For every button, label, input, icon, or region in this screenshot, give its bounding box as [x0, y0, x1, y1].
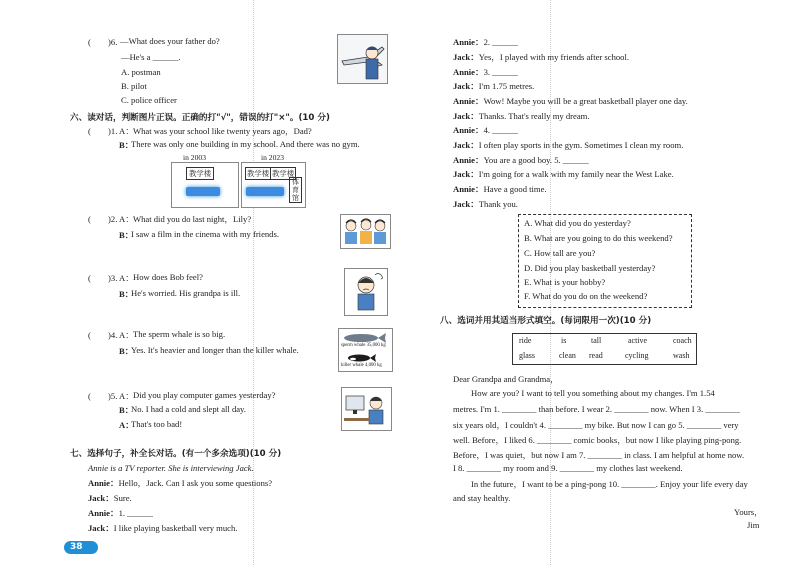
- word: cycling: [625, 351, 649, 360]
- word: ride: [519, 336, 532, 345]
- letter-closing: Yours，: [734, 507, 763, 517]
- s6-q4-a: The sperm whale is so big.: [133, 329, 226, 339]
- q6-option-b: B. pilot: [121, 81, 147, 91]
- letter-line: Before，I was quiet，but now I am 7. ________ in class. I am helpful at home now.: [453, 450, 745, 460]
- letter-line: six years old，I couldn't 4. ________ my bike. But now I can go 5. ________ very: [453, 420, 739, 430]
- option-a: A. What did you do yesterday?: [524, 218, 631, 228]
- letter-greeting: Dear Grandpa and Grandma，: [453, 374, 559, 384]
- friends-picture: [340, 214, 391, 249]
- s6-q4-b-label: B：: [119, 346, 134, 356]
- dialogue-line: Annie：Hello，Jack. Can I ask you some questions?: [88, 478, 273, 488]
- dialogue-line: Jack：I often play sports in the gym. Sometimes I clean my room.: [453, 140, 684, 150]
- word: read: [589, 351, 603, 360]
- dialogue-line: Annie：4. ______: [453, 125, 518, 135]
- building-sign: 教学楼: [272, 169, 295, 178]
- s6-q3-number: ( )3. A：: [88, 273, 134, 283]
- dialogue-line: Jack：Thank you.: [453, 199, 518, 209]
- s6-q5-a2-label: A：: [119, 420, 134, 430]
- option-e: E. What is your hobby?: [524, 277, 606, 287]
- s6-q1-number: ( )1. A：: [88, 126, 134, 136]
- s6-q3-a: How does Bob feel?: [133, 272, 203, 282]
- dialogue-line: Annie：Have a good time.: [453, 184, 547, 194]
- s6-q2-a: What did you do last night，Lily?: [133, 214, 252, 224]
- dialogue-line: Annie：3. ______: [453, 67, 518, 77]
- s6-q5-number: ( )5. A：: [88, 391, 134, 401]
- gym-sign: 体育馆: [289, 177, 302, 203]
- dialogue-line: Jack：I like playing basketball very much.: [88, 523, 238, 533]
- s6-q1-b-label: B：: [119, 140, 134, 150]
- word: tall: [591, 336, 602, 345]
- dialogue-line: Jack：I'm going for a walk with my family near the West Lake.: [453, 169, 674, 179]
- dialogue-line: Jack：Sure.: [88, 493, 132, 503]
- word: wash: [673, 351, 690, 360]
- letter-line: well. Before，I liked 6. ________ comic books，but now I like playing ping-pong.: [453, 435, 742, 445]
- letter-signature: Jim: [747, 520, 760, 530]
- section-6-title: 六、读对话，判断图片正误。正确的打"√"，错误的打"×"。(10 分): [70, 113, 330, 123]
- s6-q4-number: ( )4. A：: [88, 330, 134, 340]
- dialogue-line: Annie：1. ______: [88, 508, 153, 518]
- q6-option-c: C. police officer: [121, 95, 177, 105]
- section-7-intro: Annie is a TV reporter. She is interviewing Jack.: [88, 463, 254, 473]
- q6-question: —What does your father do?: [120, 36, 220, 46]
- school-2023-picture: [241, 162, 306, 208]
- building-sign: 教学楼: [186, 167, 214, 180]
- option-d: D. Did you play basketball yesterday?: [524, 263, 656, 273]
- dialogue-line: Jack：Yes，I played with my friends after school.: [453, 52, 630, 62]
- school-building: [246, 187, 284, 196]
- word: clean: [559, 351, 576, 360]
- s6-q5-b-label: B：: [119, 405, 134, 415]
- dialogue-line: Jack：Thanks. That's really my dream.: [453, 111, 590, 121]
- option-f: F. What do you do on the weekend?: [524, 291, 648, 301]
- s6-q1-b: There was only one building in my school. And there was no gym.: [131, 139, 360, 149]
- building-sign: 教学楼: [247, 169, 270, 178]
- s6-q2-b-label: B：: [119, 230, 134, 240]
- sperm-whale-label: sperm whale 35,000 kg: [341, 343, 386, 348]
- letter-line: In the future，I want to be a ping-pong 10. ________. Enjoy your life every day: [471, 479, 748, 489]
- s6-q3-b: He's worried. His grandpa is ill.: [131, 288, 241, 298]
- s6-q1-a: What was your school like twenty years ago，Dad?: [133, 126, 312, 136]
- s6-q5-a: Did you play computer games yesterday?: [133, 390, 276, 400]
- section-8-title: 八、选词并用其适当形式填空。(每词限用一次)(10 分): [440, 316, 652, 326]
- s6-q5-a2: That's too bad!: [131, 419, 183, 429]
- school-building: [186, 187, 220, 196]
- s6-q3-b-label: B：: [119, 289, 134, 299]
- word-bank: [512, 333, 697, 365]
- s6-q5-b: No. I had a cold and slept all day.: [131, 404, 246, 414]
- q6-number: ( )6.: [88, 37, 118, 47]
- word: glass: [519, 351, 535, 360]
- letter-line: How are you? I want to tell you something about my changes. I'm 1.54: [471, 388, 715, 398]
- worried-boy-picture: [344, 268, 388, 316]
- dialogue-line: Jack：I'm 1.75 metres.: [453, 81, 535, 91]
- dialogue-line: Annie：Wow! Maybe you will be a great basketball player one day.: [453, 96, 688, 106]
- letter-line: I 8. ________ my room and 9. ________ my clothes last weekend.: [453, 463, 683, 473]
- letter-line: and stay healthy.: [453, 493, 511, 503]
- option-c: C. How tall are you?: [524, 248, 596, 258]
- school-2003-picture: [171, 162, 239, 208]
- word: is: [561, 336, 567, 345]
- s6-q4-b: Yes. It's heavier and longer than the killer whale.: [131, 345, 299, 355]
- whales-picture: [338, 328, 393, 372]
- s6-q2-number: ( )2. A：: [88, 214, 134, 224]
- letter-line: metres. I'm 1. ________ than before. I wear 2. ________ now. When I 3. ________: [453, 404, 740, 414]
- q6-blank-line: —He's a ______.: [121, 52, 181, 62]
- q6-option-a: A. postman: [121, 67, 161, 77]
- killer-whale-label: killer whale 4,000 kg: [341, 363, 382, 368]
- section-7-title: 七、选择句子，补全长对话。(有一个多余选项)(10 分): [70, 449, 282, 459]
- dialogue-line: Annie：You are a good boy. 5. ______: [453, 155, 589, 165]
- dialogue-line: Annie：2. ______: [453, 37, 518, 47]
- year-2023-label: in 2023: [261, 153, 284, 162]
- pilot-picture: [337, 34, 388, 84]
- year-2003-label: in 2003: [183, 153, 206, 162]
- word: active: [628, 336, 648, 345]
- word: coach: [673, 336, 692, 345]
- option-b: B. What are you going to do this weekend?: [524, 233, 673, 243]
- page-number: 38: [70, 542, 83, 552]
- computer-game-picture: [341, 387, 392, 431]
- s6-q2-b: I saw a film in the cinema with my friends.: [131, 229, 279, 239]
